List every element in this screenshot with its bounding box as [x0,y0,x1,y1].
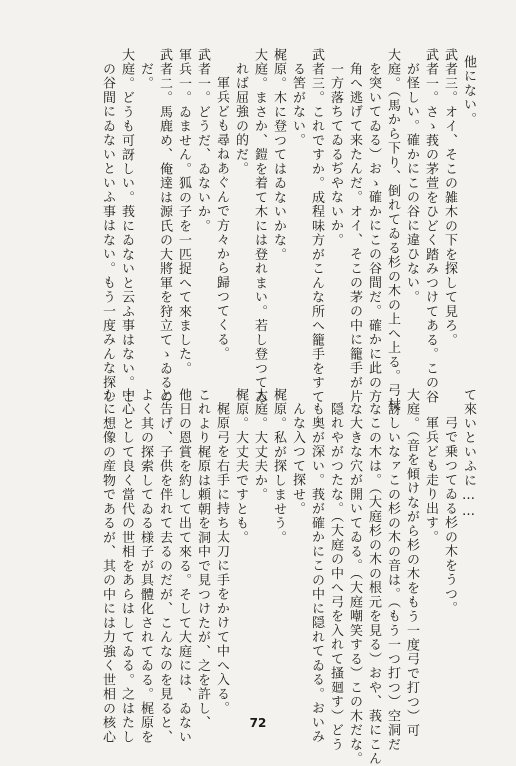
text-column: 中心として良く當代の世相をあらはしてゐる。之はたし [119,388,134,745]
text-column: の谷間にゐないといふ事はない。もう一度みんな探し [100,62,115,404]
text-column: 武者一。さゝ莪の茅萱をひどく踏みつけてある。この谷 [423,48,438,405]
text-column: 梶原。木に登つてはゐないかな。 [271,48,286,262]
page-number: 72 [249,716,267,730]
text-column: な大きな穴が開いてゐる。（大庭嘲笑する）この木だな。 [347,402,362,766]
text-column: 訝しいなァこの杉の木の音は。（もう一つ打つ）空洞だ [385,402,400,752]
text-column: よく其の探索してゐる様子が具體化されてゐる。梶原を [138,388,153,745]
text-column: 他にない。 [461,55,476,127]
text-column: 梶原弓を右手に持ち太刀に手をかけて中へ入る。 [214,402,229,716]
text-column: 軍兵ども尋ねあぐんで方々から歸つてくる。 [214,76,229,361]
text-column: かに想像の産物であるが、其の中には力強く世相の核心 [100,388,115,745]
text-column: て來いといふに…… [461,388,476,521]
text-column: 武者一。どうだ、ゐないか。 [195,48,210,234]
text-column: 軍兵一。ゐません。狐の子を一匹捉へて來ました。 [176,48,191,376]
text-column: なこの木は。（大庭杉の木の根元を見る）おや、莪にこん [366,402,381,766]
text-column: 他日の恩賞を約して出て來る。そして大庭には、ゐない [176,388,191,745]
text-column: 大庭。どうも可訝しい。莪にゐないと云ふ事はない。こ [119,48,134,405]
text-column: 弓で乗つてゐる杉の木をうつ。 [442,416,457,616]
text-column: が怪しい。確かにこの谷に違ひない。 [404,62,419,305]
text-column: 梶原。大丈夫ですとも。 [233,388,248,545]
text-column: る筈がない。 [290,62,305,148]
text-column: と告げ、子供を伴れて去るのだが、こんなのを見ると、 [157,388,172,745]
text-column: 武者三。これですか。成程味方がこんな所へ籠手をすて [309,48,324,405]
text-column: 軍兵ども走り出す。 [423,416,438,545]
text-column: を突いてゐる）おゝ確かにこの谷間だ。確かに此の方 [366,62,381,404]
text-column: 大庭。大丈夫か。 [252,388,267,502]
text-column: 大庭。（音を傾けながら杉の木をもう一度弓で打つ）可 [404,388,419,738]
text-column: んな入つて探せ。 [290,402,305,516]
text-column: 一方落ちてゐるぢやないか。 [328,62,343,248]
text-column: 角へ逃げて来たんだ。オイ、そこの茅の中に籠手が片 [347,62,362,404]
text-column: も奥が深い。莪が確かにこの中に隠れてゐる。おいみ [309,402,324,744]
text-column: 隠れやがつたな。（大庭の中へ弓を入れて搔廻す）どう [328,402,343,752]
text-column: 武者三。オイ、そこの雑木の下を探して見ろ。 [442,48,457,348]
text-column: 大庭。（馬から下り、倒れてゐる杉の木の上へ上る。弓杖 [385,48,400,412]
text-column: れば屈強の的だ。 [233,62,248,176]
text-column: これより梶原は頼朝を洞中で見つけたが、之を許し、 [195,388,210,730]
text-column: 大庭。まさか、鎧を着て木には登れまい。若し登つてゐ [252,48,267,405]
text-column: 武者二。馬鹿め、俺達は源氏の大將軍を狩立てゝゐるの [157,48,172,405]
text-column: 梶原。私が探しませう。 [271,388,286,545]
text-column: だ。 [138,62,153,91]
